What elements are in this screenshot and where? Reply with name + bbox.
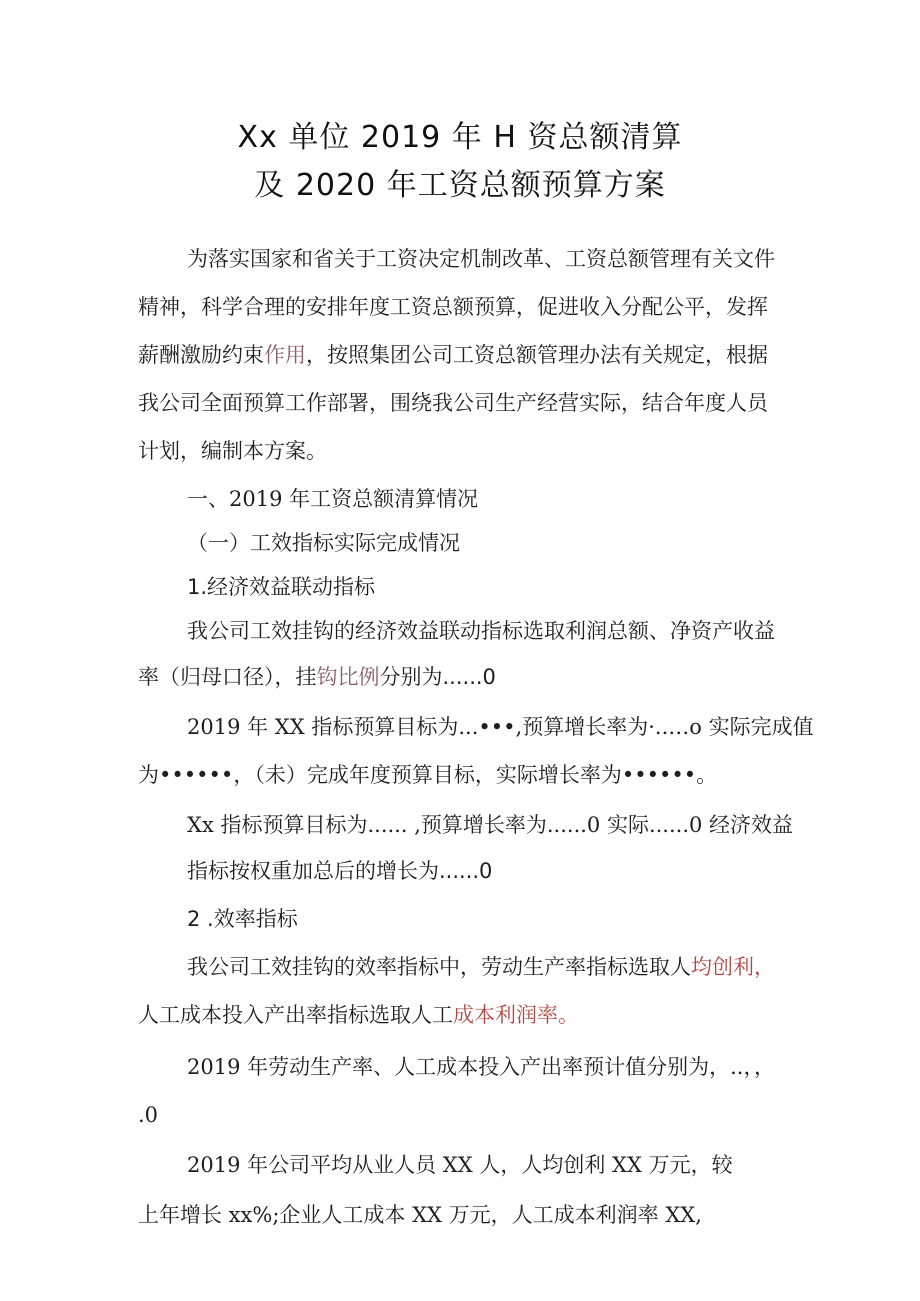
para-4-line-1-part-a: 我公司工效挂钩的效率指标中，劳动生产率指标选取人: [187, 955, 691, 979]
intro-line-3-part-a: 薪酬激励约束: [138, 343, 264, 367]
section-heading: 一、2019 年工资总额清算情况: [187, 487, 479, 511]
intro-line-1: 为落实国家和省关于工资决定机制改革、工资总额管理有关文件: [187, 247, 775, 271]
para-4-line-2: [138, 1000, 579, 1030]
para-5-line-1: 2019 年劳动生产率、人工成本投入产出率预计值分别为，..，，: [187, 1055, 775, 1079]
para-4-line-1: [187, 952, 775, 982]
para-1-line-2: [138, 662, 496, 692]
intro-line-5: 计划，编制本方案。: [138, 439, 327, 463]
para-2-line-1: 2019 年 XX 指标预算目标为...•••,预算增长率为·..…o 实际完成值: [187, 715, 814, 739]
para-3-line-1: Xx 指标预算目标为...... ,预算增长率为......0 实际......0 经济效益: [187, 813, 794, 837]
para-4-line-1-part-b: 均创利，: [691, 955, 775, 979]
intro-line-4: 我公司全面预算工作部署，围绕我公司生产经营实际，结合年度人员: [138, 391, 768, 415]
para-1-line-2-part-b: 钩比例: [316, 665, 380, 689]
intro-line-3-part-b: 作用: [264, 343, 306, 367]
document-title-line-1: Xx 单位 2019 年 H 资总额清算: [237, 120, 683, 155]
para-5-line-2: .0: [138, 1103, 159, 1127]
para-6-line-1: 2019 年公司平均从业人员 XX 人，人均创利 XX 万元，较: [187, 1153, 733, 1177]
para-2-line-2: 为••••••，（未）完成年度预算目标，实际增长率为••••••。: [138, 763, 718, 787]
item-heading-1: 1.经济效益联动指标: [187, 575, 376, 599]
para-4-line-2-part-a: 人工成本投入产出率指标选取人工: [138, 1003, 453, 1027]
para-1-line-1: 我公司工效挂钩的经济效益联动指标选取利润总额、净资产收益: [187, 619, 775, 643]
subsection-heading: （一）工效指标实际完成情况: [187, 531, 460, 555]
document-title-line-2: 及 2020 年工资总额预算方案: [254, 168, 666, 203]
para-3-line-2: 指标按权重加总后的增长为......0: [187, 859, 493, 883]
intro-line-2: 精神，科学合理的安排年度工资总额预算，促进收入分配公平，发挥: [138, 295, 768, 319]
para-1-line-2-part-c: 分别为......0: [379, 665, 496, 689]
para-4-line-2-part-b: 成本利润率。: [453, 1003, 579, 1027]
intro-line-3-part-c: ，按照集团公司工资总额管理办法有关规定，根据: [306, 343, 768, 367]
item-heading-2: 2 .效率指标: [187, 907, 298, 931]
intro-line-3: [138, 340, 768, 370]
para-1-line-2-part-a: 率（归母口径），挂: [138, 665, 317, 689]
para-6-line-2: 上年增长 xx%;企业人工成本 XX 万元，人工成本利润率 XX,: [138, 1203, 702, 1227]
